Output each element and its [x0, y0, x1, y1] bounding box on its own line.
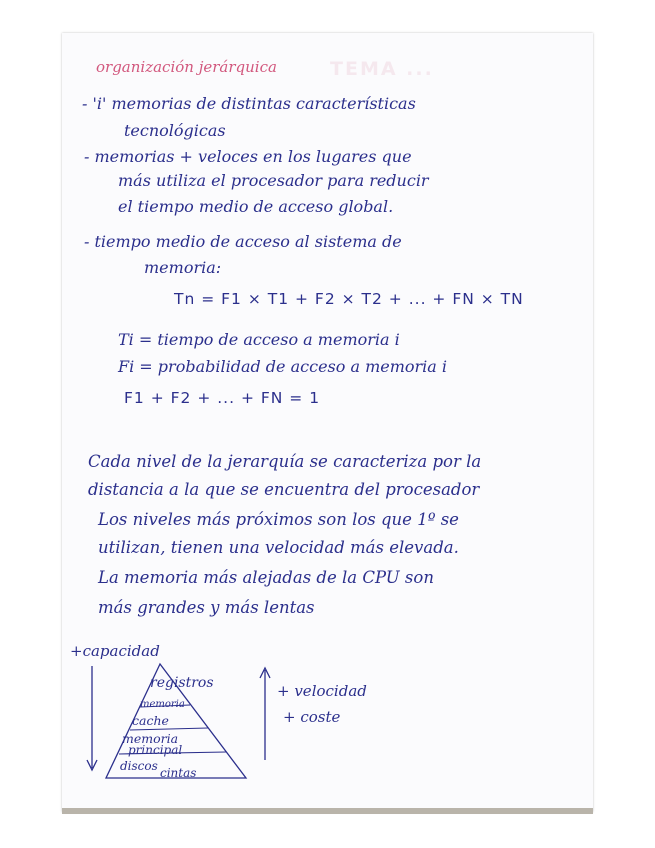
- paragraph-line-3: Los niveles más próximos son los que 1º se: [98, 510, 459, 529]
- velocidad-label: + velocidad: [277, 682, 367, 700]
- bullet-3-line-1: - tiempo medio de acceso al sistema de: [84, 232, 402, 251]
- paragraph-line-2: distancia a la que se encuentra del procesador: [88, 480, 480, 499]
- pyramid-divider-2: [130, 728, 208, 730]
- bullet-1-line-2: tecnológicas: [124, 121, 226, 140]
- coste-label: + coste: [283, 708, 341, 726]
- paragraph-line-6: más grandes y más lentas: [98, 598, 315, 617]
- level-discos-cintas-line-2: cintas: [160, 766, 197, 780]
- level-registros: registros: [150, 675, 214, 691]
- paragraph-line-4: utilizan, tienen una velocidad más elevada.: [98, 538, 459, 557]
- formula-main: Tn = F1 × T1 + F2 × T2 + ... + FN × TN: [174, 290, 524, 308]
- level-memoria-principal-line-1: memoria: [122, 731, 179, 746]
- paragraph-line-1: Cada nivel de la jerarquía se caracteriza por la: [88, 452, 482, 471]
- capacity-label: +capacidad: [70, 642, 160, 660]
- formula-fi-definition: Fi = probabilidad de acceso a memoria i: [118, 357, 448, 376]
- bullet-2-line-2: más utiliza el procesador para reducir: [118, 171, 429, 190]
- bullet-2-line-3: el tiempo medio de acceso global.: [118, 197, 394, 216]
- formula-ti-definition: Ti = tiempo de acceso a memoria i: [118, 330, 400, 349]
- bullet-3-line-2: memoria:: [144, 258, 222, 277]
- level-memoria-principal-line-2: principal: [128, 743, 183, 757]
- page-title: organización jerárquica: [96, 58, 277, 76]
- level-discos-cintas-line-1: discos: [120, 759, 158, 773]
- paragraph-line-5: La memoria más alejadas de la CPU son: [98, 568, 434, 587]
- show-through-text: TEMA ...: [330, 58, 434, 80]
- formula-probability-sum: F1 + F2 + ... + FN = 1: [124, 389, 321, 407]
- paper-edge: [62, 808, 593, 814]
- bullet-1-line-1: - 'i' memorias de distintas características: [82, 94, 416, 113]
- level-memoria-cache-line-1: memoria: [140, 699, 185, 710]
- bullet-2-line-1: - memorias + veloces en los lugares que: [84, 147, 412, 166]
- level-memoria-cache-line-2: cache: [132, 713, 169, 728]
